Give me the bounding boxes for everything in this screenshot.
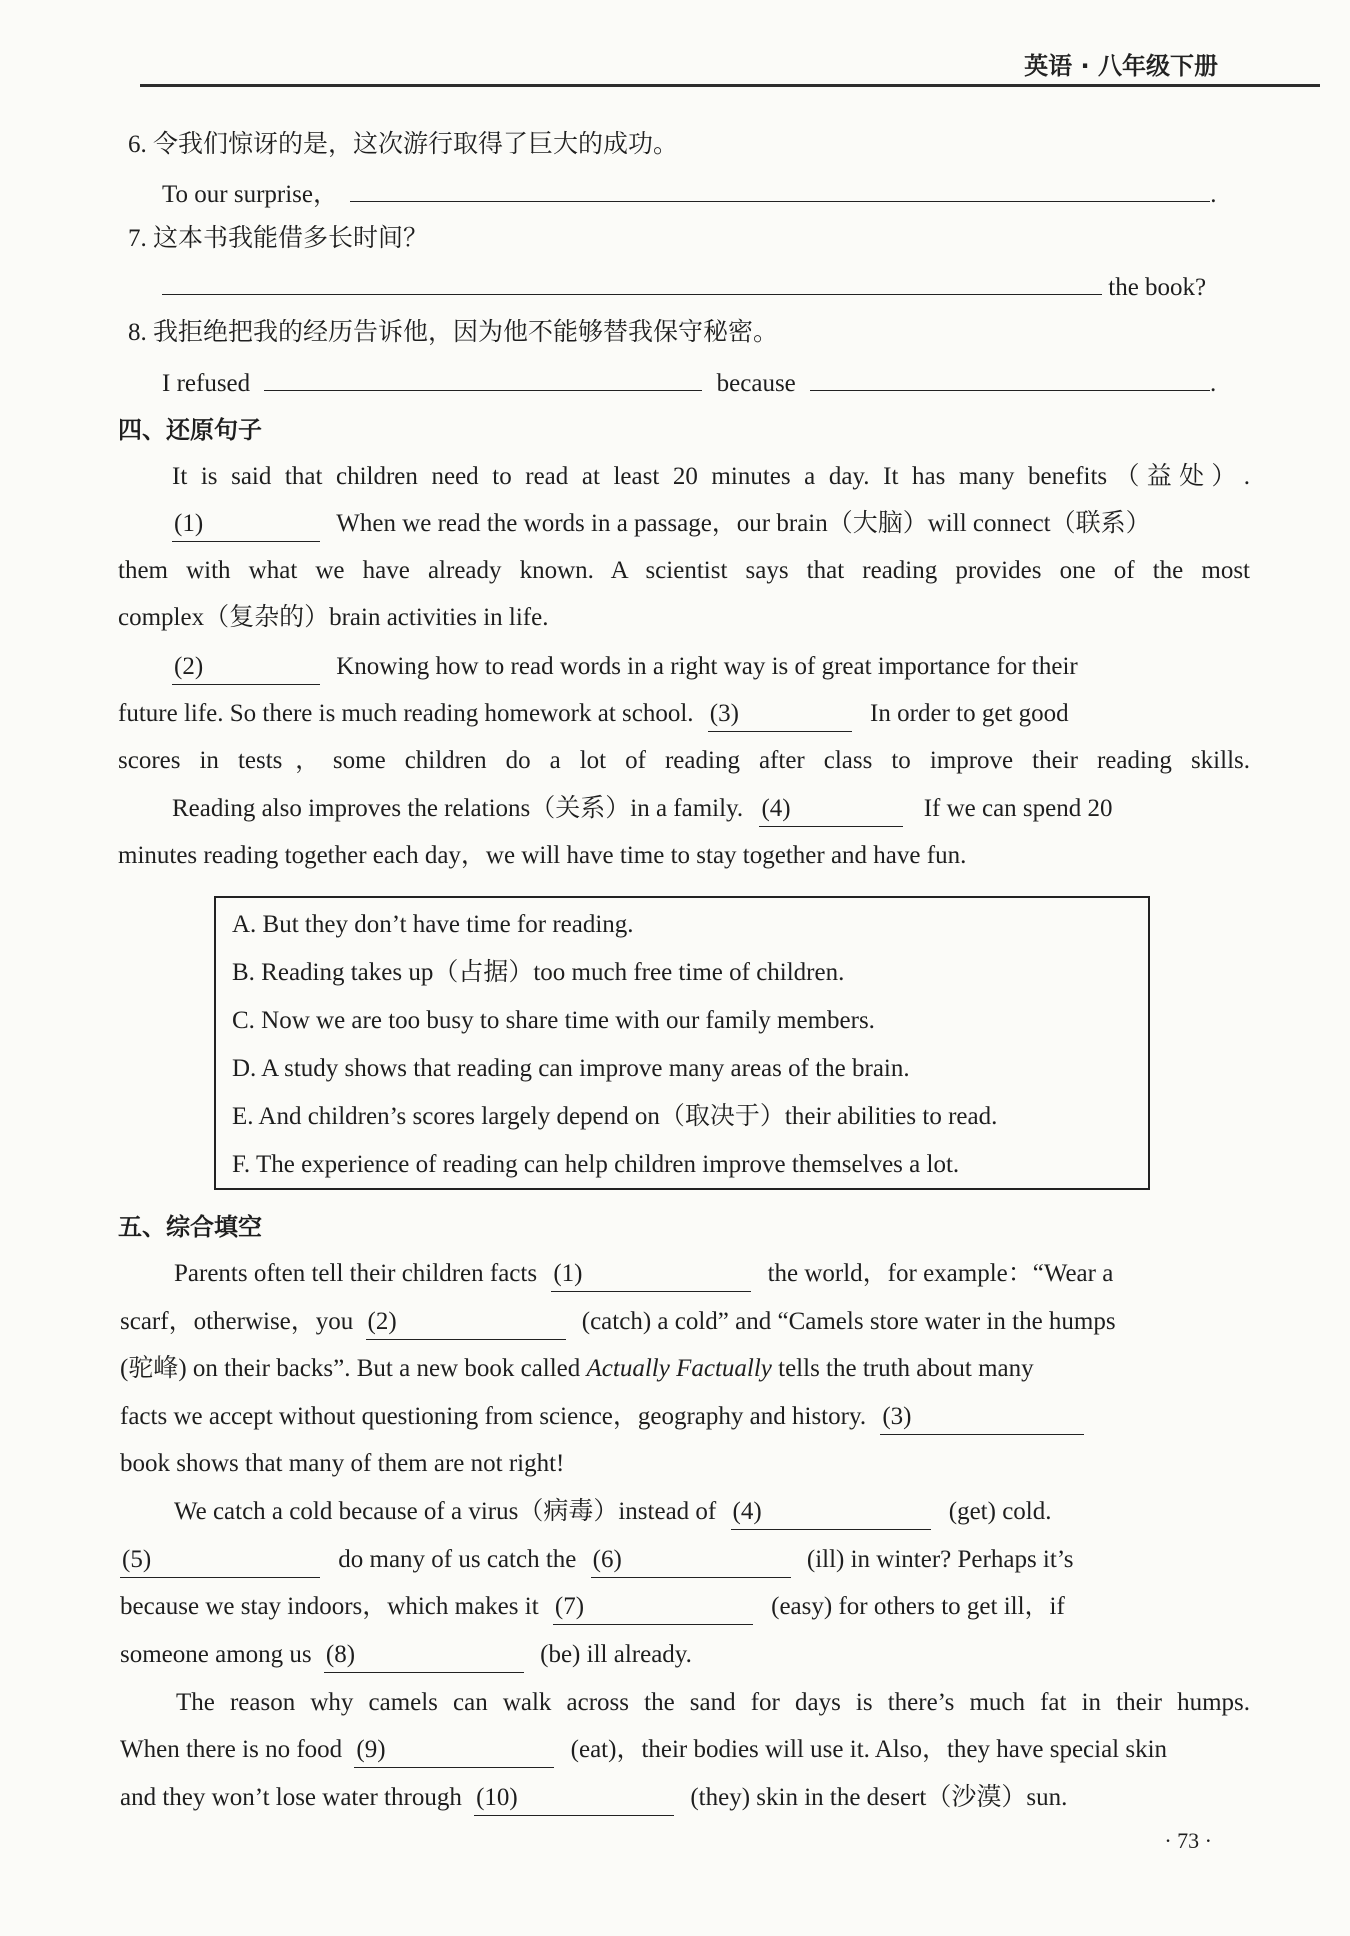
s5-blank-10[interactable]: (10) xyxy=(474,1781,674,1816)
s4-p2-line1-text: Knowing how to read words in a right way is of great importance for their xyxy=(336,653,1078,680)
q8-prompt: 8. 我拒绝把我的经历告诉他，因为他不能够替我保守秘密。 xyxy=(128,319,779,346)
s5-line8 xyxy=(120,1590,1065,1625)
q6-answer-line xyxy=(162,175,1217,212)
s5-blank-1[interactable]: (1) xyxy=(551,1257,751,1292)
q8-blank-2[interactable] xyxy=(810,364,1210,391)
q6-prompt: 6. 令我们惊讶的是，这次游行取得了巨大的成功。 xyxy=(128,131,679,158)
s5-blank-5[interactable]: (5) xyxy=(120,1543,320,1578)
s5-line9-b: (be) ill already. xyxy=(540,1641,692,1668)
q8-end: . xyxy=(1210,370,1217,397)
s4-p2-line1 xyxy=(172,650,1078,685)
q6-lead: To our surprise， xyxy=(162,181,339,208)
s5-line3-b: tells the truth about many xyxy=(778,1355,1034,1382)
s5-line6-b: (get) cold. xyxy=(948,1498,1052,1525)
s5-line2-b: (catch) a cold” and “Camels store water in the humps xyxy=(581,1308,1116,1335)
option-b: B. Reading takes up（占据）too much free time of children. xyxy=(232,959,845,986)
s4-p1-line2 xyxy=(172,507,1151,542)
option-d: D. A study shows that reading can improve many areas of the brain. xyxy=(232,1055,910,1082)
s5-line11 xyxy=(120,1733,1167,1768)
s5-line9 xyxy=(120,1638,692,1673)
options-box xyxy=(214,896,1150,1190)
s5-blank-9[interactable]: (9) xyxy=(354,1733,554,1768)
s5-line7-b: (ill) in winter? Perhaps it’s xyxy=(806,1546,1074,1573)
section4-heading: 四、还原句子 xyxy=(118,416,262,444)
s5-line8-a: because we stay indoors，which makes it xyxy=(120,1593,539,1620)
option-c: C. Now we are too busy to share time with our family members. xyxy=(232,1007,875,1034)
s4-p3-line1 xyxy=(172,792,1113,827)
s4-p1-line3: them with what we have already known. A scientist says that reading provides one of the most xyxy=(118,557,1250,584)
s5-blank-3[interactable]: (3) xyxy=(880,1400,1084,1435)
s5-line6-a: We catch a cold because of a virus（病毒）instead of xyxy=(174,1498,717,1525)
s5-line11-a: When there is no food xyxy=(120,1736,343,1763)
s5-line1-b: the world，for example：“Wear a xyxy=(767,1260,1114,1287)
page-number: · 73 · xyxy=(1164,1828,1212,1853)
s4-p3-line2: minutes reading together each day，we will have time to stay together and have fun. xyxy=(118,842,967,869)
s4-p2-line2-a: future life. So there is much reading homework at school. xyxy=(118,700,694,727)
s4-p2-line3: scores in tests，some children do a lot of reading after class to improve their reading skills. xyxy=(118,747,1250,774)
s5-line9-a: someone among us xyxy=(120,1641,312,1668)
s5-line12-b: (they) skin in the desert（沙漠）sun. xyxy=(690,1784,1068,1811)
option-a: A. But they don’t have time for reading. xyxy=(232,911,634,938)
option-f: F. The experience of reading can help children improve themselves a lot. xyxy=(232,1151,960,1178)
header-title: 英语 · 八年级下册 xyxy=(1024,52,1218,80)
s5-line3-a: (驼峰) on their backs”. But a new book called xyxy=(120,1355,581,1382)
q8-mid: because xyxy=(716,370,796,397)
s5-blank-2[interactable]: (2) xyxy=(366,1305,566,1340)
s5-line3 xyxy=(120,1352,1034,1386)
s4-blank-4[interactable]: (4) xyxy=(759,792,903,827)
s5-line4 xyxy=(120,1400,1084,1435)
s5-line12-a: and they won’t lose water through xyxy=(120,1784,462,1811)
s5-line12 xyxy=(120,1781,1067,1816)
s5-line7-a: do many of us catch the xyxy=(338,1546,577,1573)
q6-blank[interactable] xyxy=(350,175,1210,202)
s4-blank-1[interactable]: (1) xyxy=(172,507,320,542)
s4-blank-3[interactable]: (3) xyxy=(708,697,852,732)
s5-line6 xyxy=(174,1495,1051,1530)
s5-line5: book shows that many of them are not right! xyxy=(120,1450,565,1477)
s4-p2-line2-b: In order to get good xyxy=(870,700,1069,727)
q8-blank-1[interactable] xyxy=(264,364,702,391)
s5-line4-a: facts we accept without questioning from science，geography and history. xyxy=(120,1403,867,1430)
s5-line1-a: Parents often tell their children facts xyxy=(174,1260,538,1287)
book-title: Actually Factually xyxy=(586,1355,772,1382)
s5-line11-b: (eat)，their bodies will use it. Also，they have special skin xyxy=(570,1736,1168,1763)
q7-blank[interactable] xyxy=(162,268,1102,295)
q6-end: . xyxy=(1210,181,1217,208)
s5-line2-a: scarf，otherwise，you xyxy=(120,1308,354,1335)
s5-line7 xyxy=(120,1543,1074,1578)
q7-tail: the book? xyxy=(1108,274,1207,301)
q7-prompt: 7. 这本书我能借多长时间？ xyxy=(128,225,429,252)
s4-p1-line1: It is said that children need to read at least 20 minutes a day. It has many benefits（益处）. xyxy=(172,463,1250,490)
s5-blank-6[interactable]: (6) xyxy=(591,1543,791,1578)
s4-p3-line1-a: Reading also improves the relations（关系）in a family. xyxy=(172,795,744,822)
s5-line10: The reason why camels can walk across the sand for days is there’s much fat in their humps. xyxy=(176,1689,1250,1716)
s5-blank-4[interactable]: (4) xyxy=(731,1495,931,1530)
s4-p3-line1-b: If we can spend 20 xyxy=(923,795,1113,822)
s5-blank-7[interactable]: (7) xyxy=(553,1590,753,1625)
s4-blank-2[interactable]: (2) xyxy=(172,650,320,685)
s5-blank-8[interactable]: (8) xyxy=(324,1638,524,1673)
section5-heading: 五、综合填空 xyxy=(118,1213,262,1241)
header-rule xyxy=(140,84,1320,87)
s4-p1-line2-text: When we read the words in a passage，our brain（大脑）will connect（联系） xyxy=(336,510,1151,537)
s4-p1-line4: complex（复杂的）brain activities in life. xyxy=(118,604,549,631)
s5-line2 xyxy=(120,1305,1116,1340)
q7-answer-line xyxy=(162,268,1206,305)
s4-p2-line2 xyxy=(118,697,1069,732)
option-e: E. And children’s scores largely depend on（取决于）their abilities to read. xyxy=(232,1103,998,1130)
s5-line8-b: (easy) for others to get ill，if xyxy=(771,1593,1065,1620)
s5-line1 xyxy=(174,1257,1113,1292)
q8-answer-line xyxy=(162,364,1216,401)
q8-lead: I refused xyxy=(162,370,251,397)
